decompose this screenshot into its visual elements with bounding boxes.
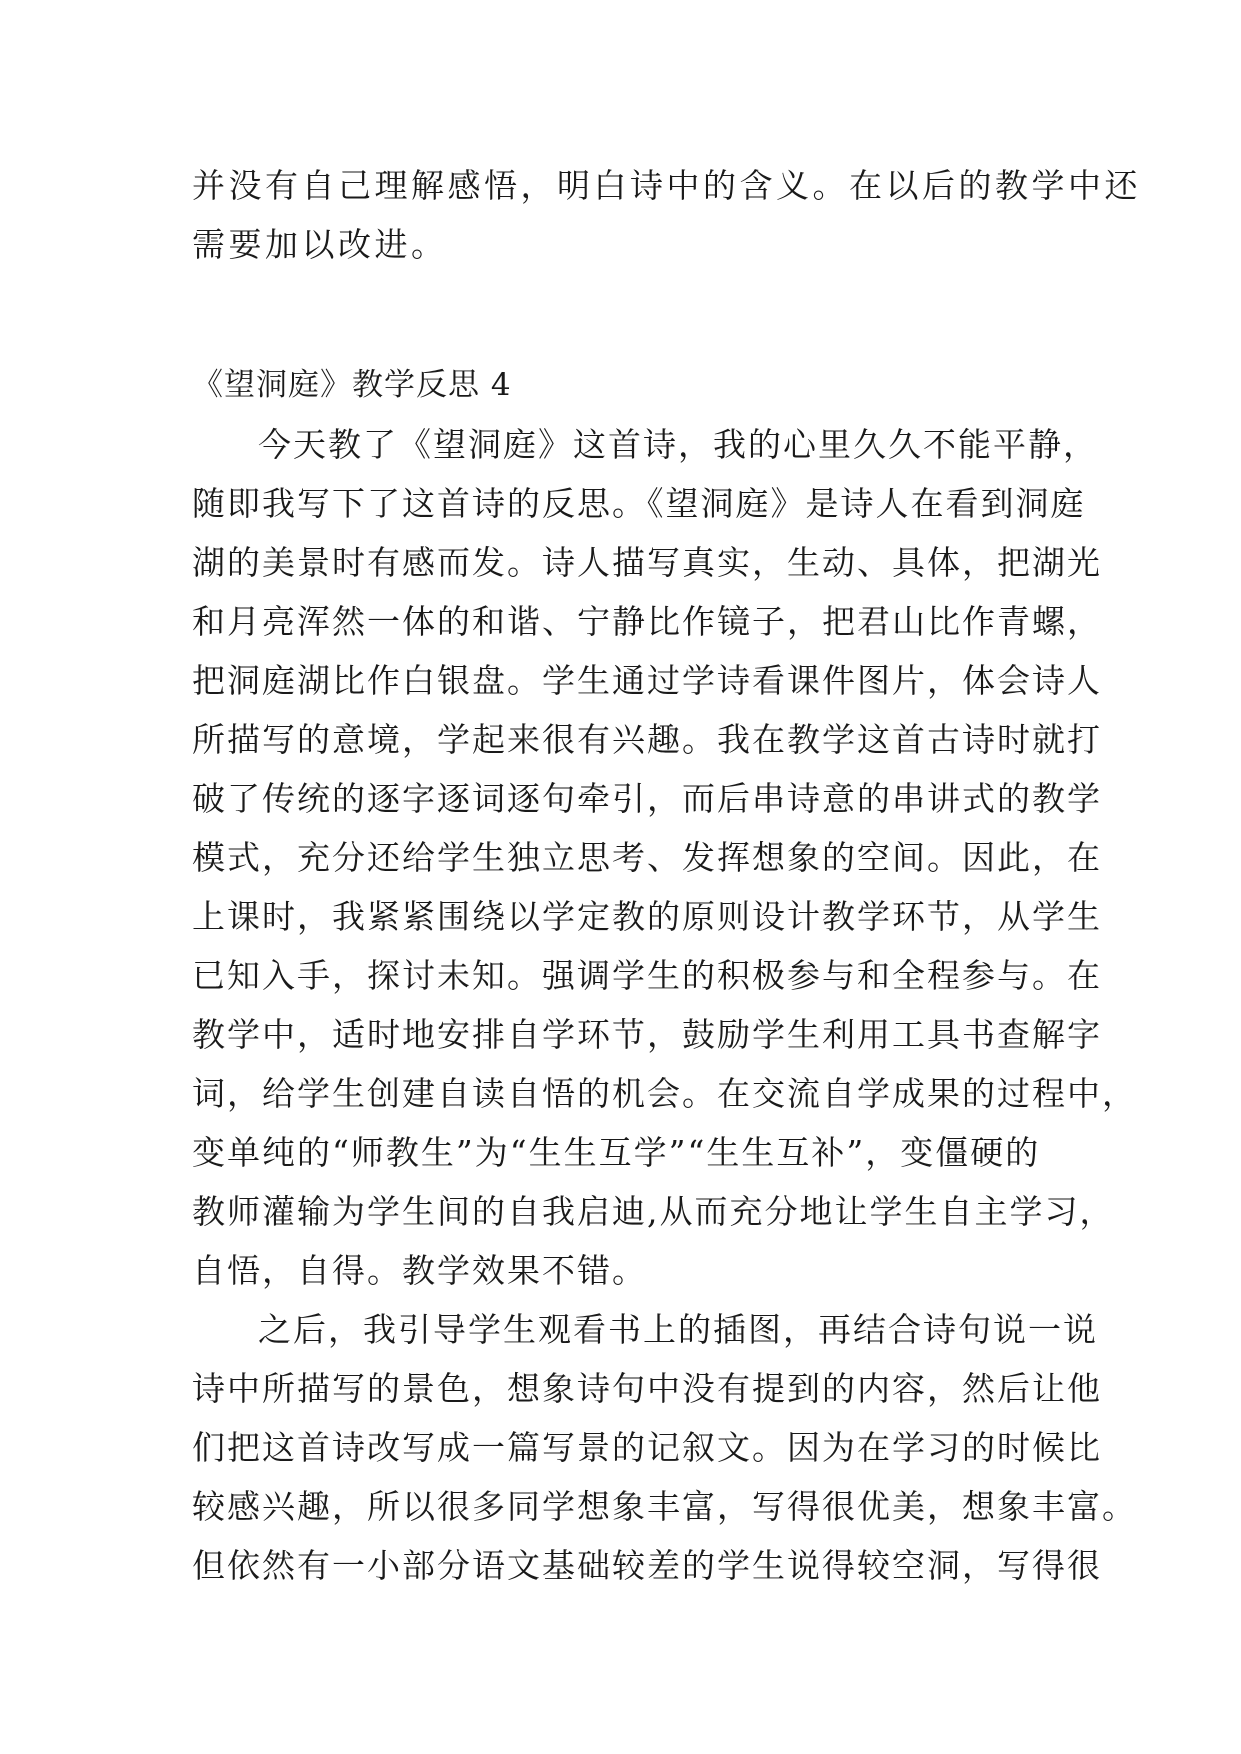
- text-line: 上课时，我紧紧围绕以学定教的原则设计教学环节，从学生: [192, 897, 1102, 936]
- text-line: 但依然有一小部分语文基础较差的学生说得较空洞，写得很: [192, 1546, 1102, 1585]
- text-line: 破了传统的逐字逐词逐句牵引，而后串诗意的串讲式的教学: [192, 779, 1102, 818]
- text-line: 教学中，适时地安排自学环节，鼓励学生利用工具书查解字: [192, 1015, 1102, 1054]
- text-line: 变单纯的“师教生”为“生生互学”“生生互补”，变僵硬的: [192, 1133, 1041, 1172]
- text-line: 已知入手，探讨未知。强调学生的积极参与和全程参与。在: [192, 956, 1102, 995]
- text-line: 之后，我引导学生观看书上的插图，再结合诗句说一说: [258, 1310, 1098, 1349]
- text-line: 教师灌输为学生间的自我启迪,从而充分地让学生自主学习，: [192, 1192, 1115, 1231]
- section-gap: [192, 274, 1052, 356]
- text-line: 自悟，自得。教学效果不错。: [192, 1251, 647, 1290]
- text-line: 今天教了《望洞庭》这首诗，我的心里久久不能平静，: [258, 425, 1098, 464]
- text-line: 并没有自己理解感悟，明白诗中的含义。在以后的教学中还: [192, 166, 1141, 205]
- text-line: 所描写的意境，学起来很有兴趣。我在教学这首古诗时就打: [192, 720, 1102, 759]
- continuation-paragraph: [192, 156, 1141, 274]
- text-line: 们把这首诗改写成一篇写景的记叙文。因为在学习的时候比: [192, 1428, 1102, 1467]
- text-line: 和月亮浑然一体的和谐、宁静比作镜子，把君山比作青螺，: [192, 602, 1102, 641]
- text-line: 随即我写下了这首诗的反思。《望洞庭》是诗人在看到洞庭: [192, 484, 1086, 523]
- section-title: 《望洞庭》教学反思 4: [192, 367, 512, 403]
- text-line: 需要加以改进。: [192, 225, 448, 264]
- text-line: 湖的美景时有感而发。诗人描写真实，生动、具体，把湖光: [192, 543, 1102, 582]
- body-paragraph-2: [192, 1300, 1137, 1595]
- text-line: 词，给学生创建自读自悟的机会。在交流自学成果的过程中，: [192, 1074, 1137, 1113]
- body-paragraph-1: [192, 415, 1137, 1300]
- text-line: 较感兴趣，所以很多同学想象丰富，写得很优美，想象丰富。: [192, 1487, 1137, 1526]
- text-line: 诗中所描写的景色，想象诗句中没有提到的内容，然后让他: [192, 1369, 1102, 1408]
- document-page: [192, 156, 1141, 1595]
- text-line: 把洞庭湖比作白银盘。学生通过学诗看课件图片，体会诗人: [192, 661, 1102, 700]
- text-line: 模式，充分还给学生独立思考、发挥想象的空间。因此，在: [192, 838, 1102, 877]
